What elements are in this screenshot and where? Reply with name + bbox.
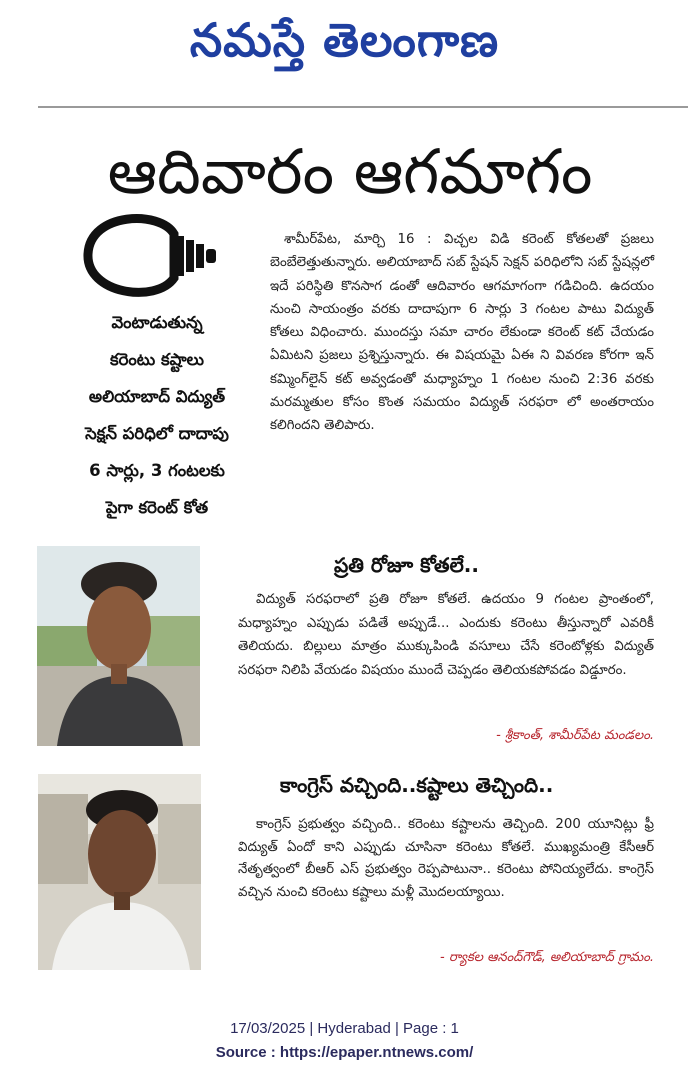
quote1-signature: - శ్రీకాంత్, శామీర్‌పేట మండలం. — [496, 728, 654, 743]
footer-dateline: 17/03/2025 | Hyderabad | Page : 1 — [230, 1020, 459, 1037]
kicker-line: కరెంటు కష్టాలు — [110, 350, 204, 369]
quote2-title: కాంగ్రెస్ వచ్చింది..కష్టాలు తెచ్చింది.. — [280, 773, 554, 797]
quote1-title: ప్రతి రోజూ కోతలే.. — [334, 553, 479, 577]
kicker-line: పైగా కరెంట్ కోత — [105, 498, 209, 517]
footer-source-link[interactable]: Source : https://epaper.ntnews.com/ — [215, 1044, 474, 1061]
quote1-text: విద్యుత్ సరఫరాలో ప్రతి రోజూ కోతలే. ఉదయం 9 గంటల ప్రాంతంలో, మధ్యాహ్నం ఎప్పుడు పడితే అప్పుడే... ఎందుకు కరెంటు తీస్తున్నారో ఎవరికీ తెలియదు. బిల్లులు మాత్రం ముక్కుపిండి వసూలు చేసే కరెంటోళ్లకు విద్యుత్ సరఫరా నిలిపి వేయడం విషయం ముందే చెప్పడం తెలియకపోవడం విడ్డూరం. — [238, 592, 654, 678]
quote2-signature: - ర్యాకల ఆనంద్‌గౌడ్, అలియాబాద్ గ్రామం. — [440, 950, 654, 965]
person-photo-anand-goud — [38, 774, 201, 970]
kicker-line: సెక్షన్ పరిధిలో దాదాపు — [85, 424, 229, 443]
kicker-line: 6 సార్లు, 3 గంటలకు — [89, 461, 225, 480]
headline: ఆదివారం ఆగమాగం — [107, 135, 593, 208]
masthead-divider — [38, 106, 688, 108]
main-story-text: శామీర్‌పేట, మార్చి 16 : విచ్చల విడి కరెంట్ కోతలతో ప్రజలు బెంబేలెత్తుతున్నారు. అలియాబాద్ సబ్ స్టేషన్ సెక్షన్ పరిధిలోని సబ్ స్టేషన్లలో ఇదే పరిస్థితి కొనసాగ డంతో ఆదివారం ఆగమాగంగా గడిచింది. ఉదయం నుంచి సాయంత్రం వరకు దాదాపుగా 6 సార్లు 3 గంటల పాటు విద్యుత్ కోతలు విధించారు. ముందస్తు సమా చారం లేకుండా కరెంట్ కట్ చేయడం ఏమిటని ప్రజలు ప్రశ్నిస్తున్నారు. ఈ విషయమై ఏఈ ని వివరణ కోరగా ఇన్ కమ్మింగ్‌లైన్ కట్ అవ్వడంతో మధ్యాహ్నం 1 గంటల నుంచి 2:36 వరకు మరమ్మతుల కోసం కొంత సమయం విద్యుత్ సరఫరా లో అంతరాయం కలిగిందని తెలిపారు. — [270, 232, 654, 434]
quote2-text: కాంగ్రెస్ ప్రభుత్వం వచ్చింది.. కరెంటు కష్టాలను తెచ్చింది. 200 యూనిట్లు ఫ్రీ విద్యుత్ ఏందో కాని ఎప్పుడు చూసినా కరెంటు కోతలే. ముఖ్యమంత్రి కేసీఆర్ నేతృత్వంలో బీఆర్ ఎస్ ప్రభుత్వం రెప్పపాటునా.. కరెంటు పోనియ్యలేదు. కాంగ్రెస్ వచ్చిన నుంచి కరెంటు కష్టాలు మళ్లీ మొదలయ్యాయి. — [238, 817, 654, 900]
kicker-line: వెంటాడుతున్న — [111, 313, 203, 332]
kicker-box — [46, 304, 268, 526]
light-bulb-icon — [82, 214, 220, 300]
kicker-line: అలియాబాద్ విద్యుత్ — [88, 387, 226, 406]
masthead-logo: నమస్తే తెలంగాణ — [189, 13, 500, 67]
person-photo-srikanth — [37, 546, 200, 746]
